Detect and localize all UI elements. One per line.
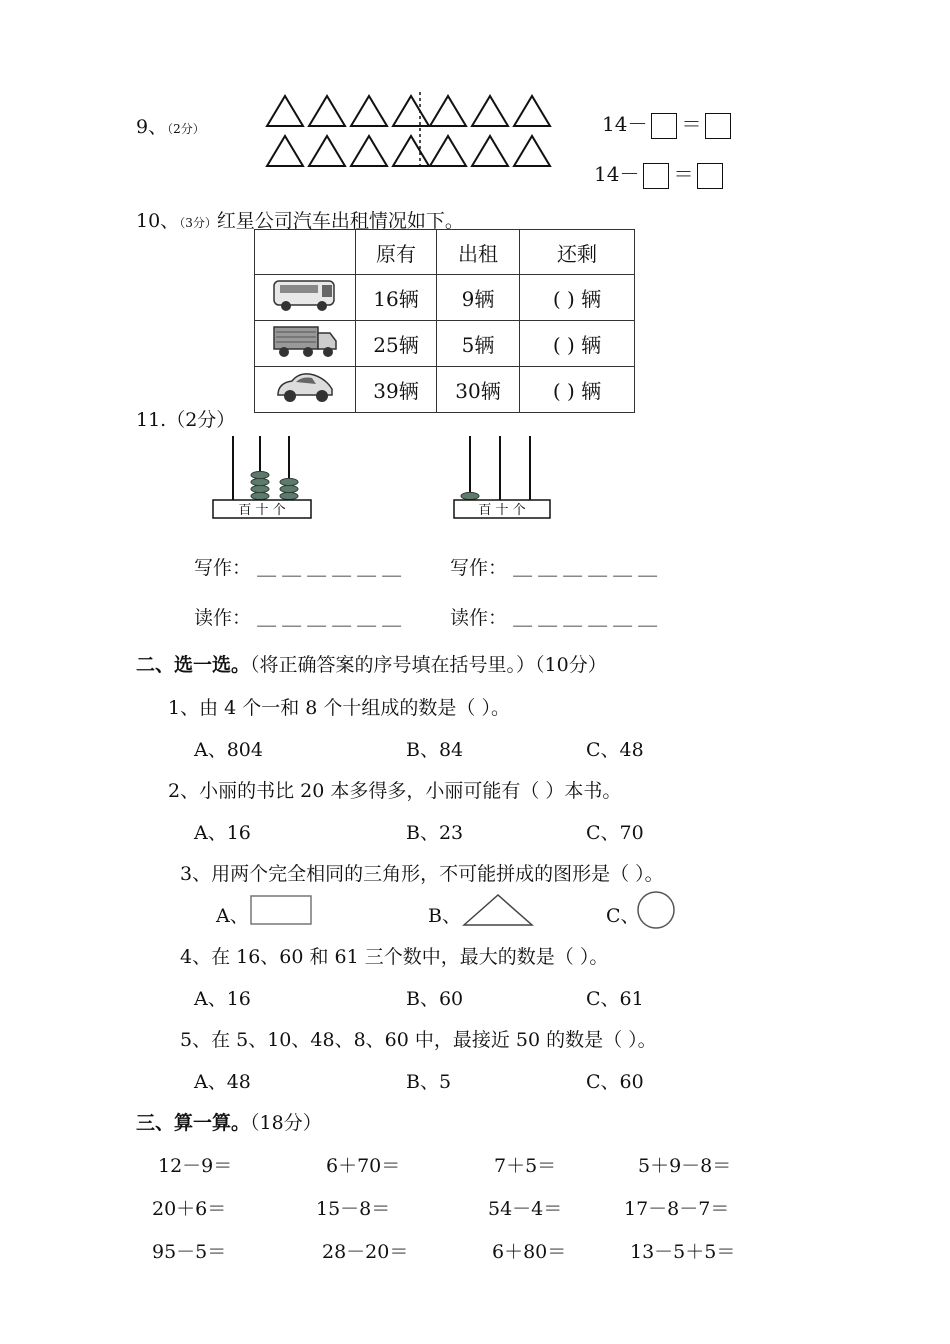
question-text: 1、由 4 个一和 8 个十组成的数是（ ）。	[168, 697, 510, 719]
read-label: 读作：	[194, 607, 252, 629]
triangle	[472, 136, 508, 166]
q9-equation-2: 14－ ＝	[594, 158, 727, 189]
abacus-bead	[251, 492, 269, 499]
triangle	[430, 136, 466, 166]
calc-item[interactable]: 7＋5＝	[494, 1155, 557, 1177]
abacus-label: 百 十 个	[478, 503, 526, 518]
answer-box[interactable]	[643, 163, 669, 189]
calc-item[interactable]: 54－4＝	[488, 1198, 563, 1220]
write-label: 写作：	[450, 557, 508, 579]
answer-box[interactable]	[705, 113, 731, 139]
car-icon	[255, 367, 356, 413]
table-header: 出租	[437, 230, 520, 275]
table-cell[interactable]: ( ) 辆	[520, 367, 635, 413]
truck-icon	[255, 321, 356, 367]
abacus-bead	[251, 485, 269, 492]
option-b[interactable]: B、60	[406, 988, 464, 1010]
q9-points: （2分）	[167, 122, 205, 136]
option-a[interactable]: A、48	[194, 1071, 251, 1093]
circle-shape	[636, 890, 676, 930]
table-header: 原有	[356, 230, 437, 275]
rental-table	[254, 229, 635, 413]
write-row-1	[194, 553, 407, 580]
option-b[interactable]: B、23	[406, 822, 464, 844]
abacus-bead	[280, 478, 298, 485]
triangle	[309, 136, 345, 166]
answer-blank[interactable]: ＿＿＿＿＿＿	[257, 607, 408, 629]
triangles-figure	[262, 92, 542, 172]
question-text: 5、在 5、10、48、8、60 中，最接近 50 的数是（ ）。	[180, 1029, 657, 1051]
answer-blank[interactable]: ＿＿＿＿＿＿	[513, 607, 664, 629]
calc-item[interactable]: 95－5＝	[152, 1241, 227, 1263]
option-a[interactable]: A、	[216, 901, 249, 928]
table-cell: 9辆	[437, 275, 520, 321]
calc-item[interactable]: 6＋80＝	[492, 1241, 567, 1263]
calc-item[interactable]: 17－8－7＝	[624, 1198, 730, 1220]
triangle	[430, 96, 466, 126]
section2-heading: 二、选一选。	[136, 654, 251, 676]
option-a[interactable]: A、16	[194, 822, 251, 844]
calc-item[interactable]: 28－20＝	[322, 1241, 409, 1263]
q9-equation-1: 14－ ＝	[602, 108, 735, 139]
option-b[interactable]: B、	[428, 901, 461, 928]
triangle	[514, 96, 550, 126]
section3-header	[136, 1108, 322, 1135]
answer-box[interactable]	[697, 163, 723, 189]
table-header-blank	[255, 230, 356, 275]
table-header-row	[255, 230, 635, 275]
option-c[interactable]: C、	[606, 901, 640, 928]
table-cell[interactable]: ( ) 辆	[520, 275, 635, 321]
abacus-bead	[280, 492, 298, 499]
rectangle-shape	[250, 895, 312, 927]
q11-title: 11.（2分）	[136, 409, 236, 431]
calc-item[interactable]: 20＋6＝	[152, 1198, 227, 1220]
q9-number: 9、	[136, 116, 168, 138]
q10-title: 红星公司汽车出租情况如下。	[216, 210, 464, 232]
triangle	[309, 96, 345, 126]
triangle	[472, 96, 508, 126]
section3-points: （18分）	[250, 1112, 322, 1134]
table-cell: 16辆	[356, 275, 437, 321]
option-b[interactable]: B、5	[406, 1071, 452, 1093]
option-c[interactable]: C、70	[586, 822, 644, 844]
abacus-bead	[280, 485, 298, 492]
abacus-bead	[461, 492, 479, 499]
section2-header	[136, 650, 607, 677]
question-text: 4、在 16、60 和 61 三个数中，最大的数是（ ）。	[180, 946, 609, 968]
table-cell[interactable]: ( ) 辆	[520, 321, 635, 367]
read-label: 读作：	[450, 607, 508, 629]
table-cell: 30辆	[437, 367, 520, 413]
triangle-shape	[462, 893, 534, 927]
triangle	[514, 136, 550, 166]
write-row-2	[450, 553, 663, 580]
section3-heading: 三、算一算。	[136, 1112, 251, 1134]
triangle	[393, 136, 429, 166]
abacus-bead	[251, 478, 269, 485]
table-cell: 39辆	[356, 367, 437, 413]
table-header: 还剩	[520, 230, 635, 275]
table-row	[255, 367, 635, 413]
abacus-2	[452, 436, 556, 520]
write-label: 写作：	[194, 557, 252, 579]
bus-icon	[255, 275, 356, 321]
answer-blank[interactable]: ＿＿＿＿＿＿	[513, 557, 664, 579]
q10-number: 10、	[136, 210, 180, 232]
triangle	[267, 136, 303, 166]
q10-points: （3分）	[179, 216, 217, 230]
option-c[interactable]: C、60	[586, 1071, 644, 1093]
abacus-label: 百 十 个	[238, 503, 286, 518]
table-row	[255, 275, 635, 321]
answer-box[interactable]	[651, 113, 677, 139]
calc-item[interactable]: 13－5＋5＝	[630, 1241, 736, 1263]
read-row-2	[450, 603, 663, 630]
option-b[interactable]: B、84	[406, 739, 464, 761]
answer-blank[interactable]: ＿＿＿＿＿＿	[257, 557, 408, 579]
question-text: 3、用两个完全相同的三角形，不可能拼成的图形是（ ）。	[180, 863, 664, 885]
calc-item[interactable]: 15－8＝	[316, 1198, 391, 1220]
table-cell: 5辆	[437, 321, 520, 367]
read-row-1	[194, 603, 407, 630]
option-c[interactable]: C、48	[586, 739, 644, 761]
calc-item[interactable]: 6＋70＝	[326, 1155, 401, 1177]
calc-item[interactable]: 12－9＝	[158, 1155, 233, 1177]
question-text: 2、小丽的书比 20 本多得多，小丽可能有（ ）本书。	[168, 780, 622, 802]
section2-instruction: （将正确答案的序号填在括号里。）（10分）	[250, 654, 607, 676]
option-a[interactable]: A、16	[194, 988, 251, 1010]
abacus-bead	[251, 471, 269, 478]
table-cell: 25辆	[356, 321, 437, 367]
triangle	[351, 96, 387, 126]
option-a[interactable]: A、804	[194, 739, 263, 761]
table-row	[255, 321, 635, 367]
triangle	[351, 136, 387, 166]
triangle	[393, 96, 429, 126]
calc-item[interactable]: 5＋9－8＝	[638, 1155, 732, 1177]
option-c[interactable]: C、61	[586, 988, 644, 1010]
triangle	[267, 96, 303, 126]
abacus-1	[210, 436, 314, 520]
